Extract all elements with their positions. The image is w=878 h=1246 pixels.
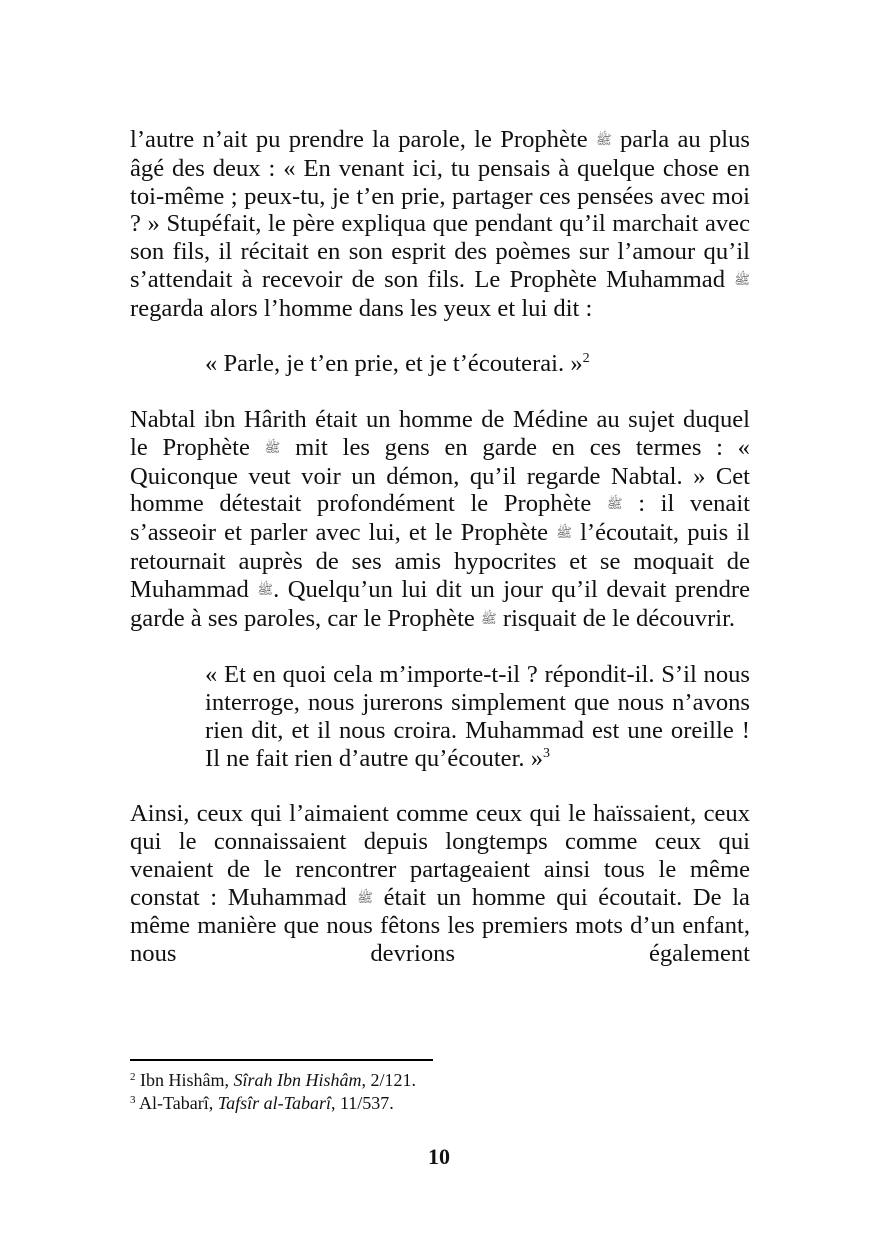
footnote-3: $^3$ Al-Tabarî, Tafsîr al-Tabarî, 11/537. (130, 1093, 394, 1113)
salutation-icon: ﷺ (357, 890, 373, 906)
page-body (130, 126, 750, 968)
footnote-2: $^2$ Ibn Hishâm, Sîrah Ibn Hishâm, 2/121. (130, 1070, 417, 1090)
salutation-icon: ﷺ (734, 272, 750, 288)
paragraph-1: l’autre n’ait pu prendre la parole, le Prophète ﷺ parla au plus âgé des deux : « En venant ici, tu pensais à quelque chose en toi-même ; peux-tu, je t’en prie, partager ces pensées avec moi ? » Stupéfait, le père expliqua que pendant qu’il marchait avec son fils, il récitait en son esprit des poèmes sur l’amour qu’il s’attendait à recevoir de son fils. Le Prophète Muhammad ﷺ regarda alors l’homme dans les yeux et lui dit : (130, 126, 750, 322)
footnotes (130, 1069, 730, 1115)
block-quote-1: « Parle, je t’en prie, et je t’écouterai. »$^2$ (205, 350, 590, 378)
salutation-icon: ﷺ (264, 440, 281, 456)
salutation-icon: ﷺ (257, 582, 274, 598)
footnote-separator (130, 1059, 433, 1061)
page-number: 10 (428, 1144, 450, 1169)
paragraph-2: Nabtal ibn Hârith était un homme de Médine au sujet duquel le Prophète ﷺ mit les gens en garde en ces termes : « Quiconque veut voir un démon, qu’il regarde Nabtal. » Cet homme détestait profondément le Prophète ﷺ : il venait s’asseoir et parler avec lui, et le Prophète ﷺ l’écoutait, puis il retournait auprès de ses amis hypocrites et se moquait de Muhammad ﷺ. Quelqu’un lui dit un jour qu’il devait prendre garde à ses paroles, car le Prophète ﷺ risquait de le découvrir. (130, 405, 750, 632)
block-quote-2: « Et en quoi cela m’importe-t-il ? répondit-il. S’il nous interroge, nous jurerons simplement que nous n’avons rien dit, et il nous croira. Muhammad est une oreille ! Il ne fait rien d’autre qu’écouter. »$^3$ (205, 661, 750, 772)
salutation-icon: ﷺ (595, 133, 612, 148)
footnote-ref-3: 3 (543, 745, 551, 761)
salutation-icon: ﷺ (556, 526, 572, 542)
salutation-icon: ﷺ (606, 497, 623, 513)
footnote-ref-2: 2 (582, 351, 590, 367)
paragraph-3: Ainsi, ceux qui l’aimaient comme ceux qui le haïssaient, ceux qui le connaissaient depuis longtemps comme ceux qui venaient de le rencontrer partageaient ainsi tous le même constat : Muhammad ﷺ était un homme qui écoutait. De la même manière que nous fêtons les premiers mots d’un enfant, nous devrions également (130, 800, 750, 968)
salutation-icon: ﷺ (481, 611, 497, 627)
